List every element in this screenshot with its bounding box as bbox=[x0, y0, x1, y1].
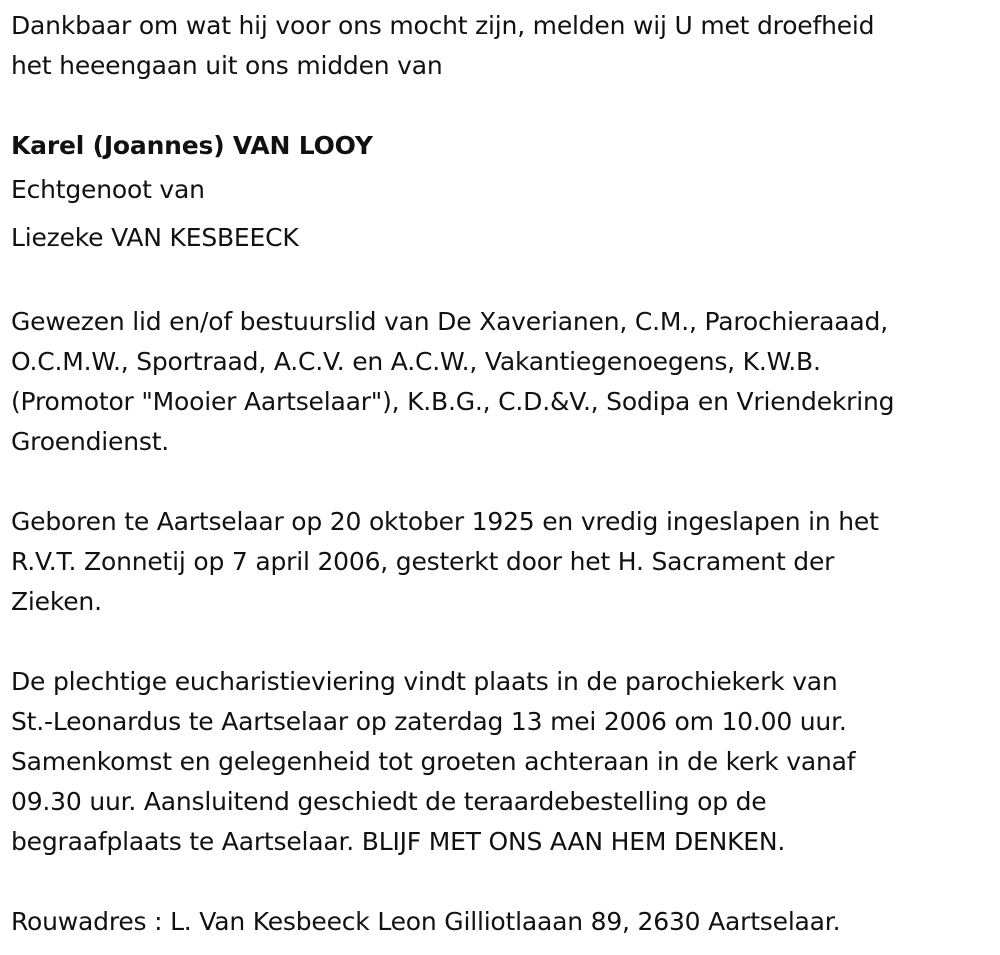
intro-line: Dankbaar om wat hij voor ons mocht zijn, melden wij U met droefheid bbox=[11, 11, 875, 40]
funeral-line: Samenkomst en gelegenheid tot groeten achteraan in de kerk vanaf bbox=[11, 747, 856, 776]
relation-label: Echtgenoot van bbox=[11, 175, 205, 204]
deceased-name: Karel (Joannes) VAN LOOY bbox=[11, 131, 373, 160]
obituary-document bbox=[11, 6, 986, 942]
intro-line: het heeengaan uit ons midden van bbox=[11, 51, 443, 80]
intro-paragraph bbox=[11, 6, 986, 86]
funeral-line: St.-Leonardus te Aartselaar op zaterdag 13 mei 2006 om 10.00 uur. bbox=[11, 707, 847, 736]
spacer bbox=[11, 622, 986, 662]
spouse-name: Liezeke VAN KESBEECK bbox=[11, 223, 299, 252]
birth-death-line: R.V.T. Zonnetij op 7 april 2006, gesterkt door het H. Sacrament der bbox=[11, 547, 835, 576]
spacer bbox=[11, 86, 986, 126]
birth-death-line: Geboren te Aartselaar op 20 oktober 1925 en vredig ingeslapen in het bbox=[11, 507, 879, 536]
mourning-address: Rouwadres : L. Van Kesbeeck Leon Gilliotlaaan 89, 2630 Aartselaar. bbox=[11, 907, 841, 936]
memberships-paragraph bbox=[11, 302, 986, 462]
birth-death-line: Zieken. bbox=[11, 587, 102, 616]
memberships-line: Groendienst. bbox=[11, 427, 170, 456]
birth-death-paragraph bbox=[11, 502, 986, 622]
memberships-line: O.C.M.W., Sportraad, A.C.V. en A.C.W., Vakantiegenoegens, K.W.B. bbox=[11, 347, 821, 376]
spacer bbox=[11, 262, 986, 302]
memberships-line: Gewezen lid en/of bestuurslid van De Xaverianen, C.M., Parochieraaad, bbox=[11, 307, 888, 336]
funeral-paragraph bbox=[11, 662, 986, 862]
spacer bbox=[11, 862, 986, 902]
funeral-line: 09.30 uur. Aansluitend geschiedt de teraardebestelling op de bbox=[11, 787, 767, 816]
memberships-line: (Promotor "Mooier Aartselaar"), K.B.G., C.D.&V., Sodipa en Vriendekring bbox=[11, 387, 895, 416]
funeral-line: begraafplaats te Aartselaar. BLIJF MET ONS AAN HEM DENKEN. bbox=[11, 827, 786, 856]
funeral-line: De plechtige eucharistieviering vindt plaats in de parochiekerk van bbox=[11, 667, 838, 696]
spacer bbox=[11, 462, 986, 502]
